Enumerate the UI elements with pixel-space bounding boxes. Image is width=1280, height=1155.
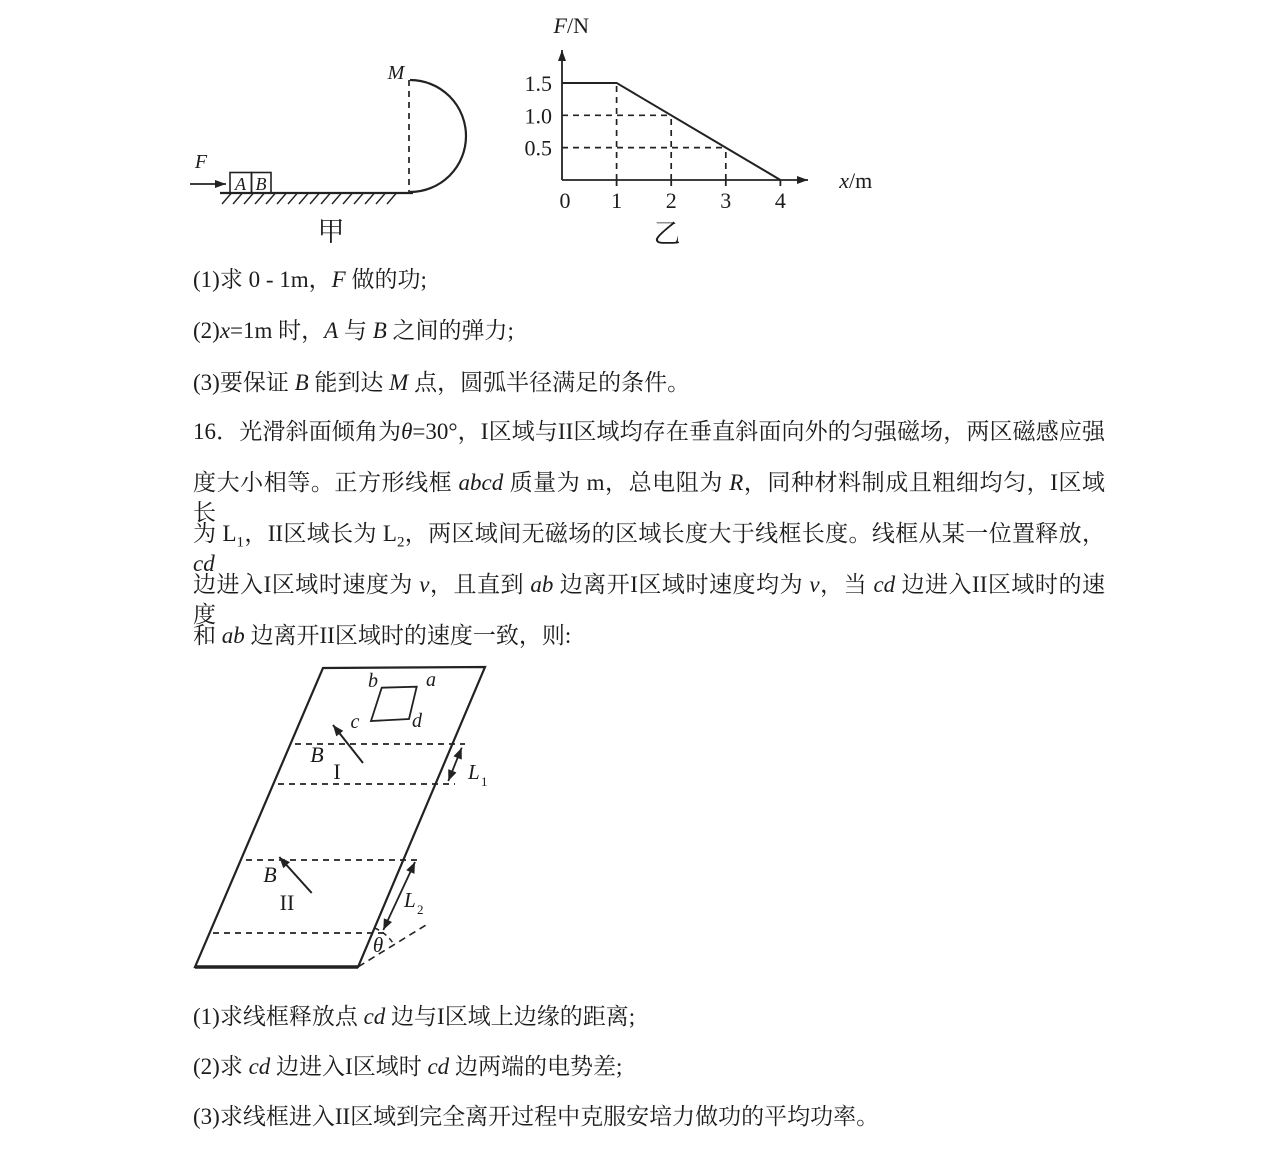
question-15-part-1 xyxy=(193,265,1105,295)
text-segment: (3)求线框进入II区域到完全离开过程中克服安培力做功的平均功率。 xyxy=(193,1104,880,1129)
x-axis-label-var: x xyxy=(839,168,849,193)
hatch-mark xyxy=(244,194,253,205)
hatch-mark xyxy=(365,194,374,205)
theta-label: θ xyxy=(372,933,384,957)
text-segment: cd xyxy=(193,551,215,576)
x-axis-label-unit: /m xyxy=(849,168,873,193)
hatch-mark xyxy=(299,194,308,205)
text-segment: cd xyxy=(248,1054,271,1079)
hatch-mark xyxy=(321,194,330,205)
hatch-mark xyxy=(288,194,297,205)
text-segment: (1)求 0 - 1m， xyxy=(193,267,332,292)
text-segment: 边进入I区域时速度为 xyxy=(193,572,420,597)
l1-label: L xyxy=(468,760,480,784)
figure-top xyxy=(150,0,910,255)
problem-16-line-1 xyxy=(193,417,1105,447)
b-field-2-label: B xyxy=(263,862,277,887)
text-segment: A xyxy=(324,318,339,343)
horizontal-reference-dashed-line xyxy=(358,925,426,967)
question-16-part-3 xyxy=(193,1102,1105,1132)
b-field-1-label: B xyxy=(310,742,324,767)
question-16-part-1 xyxy=(193,1002,1105,1032)
x-tick-label: 0 xyxy=(559,188,571,213)
region-2-label: II xyxy=(279,890,295,915)
l2-subscript: 2 xyxy=(417,902,424,917)
hatch-mark xyxy=(277,194,286,205)
hatch-mark xyxy=(354,194,363,205)
text-segment: B xyxy=(372,318,387,343)
figure-yi xyxy=(525,13,873,249)
text-segment: 边与I区域上边缘的距离; xyxy=(385,1004,636,1029)
text-segment: (1)求线框释放点 xyxy=(193,1004,364,1029)
hatch-mark xyxy=(387,194,396,205)
text-segment: 边离开I区域时速度均为 xyxy=(553,572,810,597)
x-tick-label: 4 xyxy=(774,188,786,213)
y-tick-label: 1.0 xyxy=(524,103,552,129)
text-segment: =1m 时， xyxy=(230,318,325,343)
text-segment: (2) xyxy=(193,318,220,343)
text-segment: 与 xyxy=(338,318,373,343)
point-m-label: M xyxy=(387,62,405,84)
loop-corner-c-label: c xyxy=(350,711,360,733)
text-segment: cd xyxy=(363,1004,386,1029)
text-segment: 16．光滑斜面倾角为 xyxy=(193,419,402,444)
figure-jia xyxy=(190,62,466,247)
text-segment: F xyxy=(331,267,346,292)
text-segment: 边两端的电势差; xyxy=(449,1054,623,1079)
text-segment: ，当 xyxy=(819,572,874,597)
loop-corner-d-label: d xyxy=(412,710,422,732)
x-tick-label: 3 xyxy=(720,188,732,213)
question-15-part-3 xyxy=(193,368,1105,398)
hatch-mark xyxy=(266,194,275,205)
question-16-part-2 xyxy=(193,1052,1105,1082)
text-segment: v xyxy=(809,572,820,597)
hatch-mark xyxy=(376,194,385,205)
hatch-mark xyxy=(255,194,264,205)
l1-extent-arrow xyxy=(448,748,461,781)
text-segment: ，且直到 xyxy=(429,572,531,597)
loop-corner-b-label: b xyxy=(368,670,378,692)
hatch-mark xyxy=(332,194,341,205)
hatch-mark xyxy=(310,194,319,205)
y-axis-label-unit: /N xyxy=(567,13,589,38)
text-segment: ，两区域间无磁场的区域长度大于线框长度。线框从某一位置释放， xyxy=(404,521,1105,546)
text-segment: ab xyxy=(221,623,245,648)
x-tick-label: 1 xyxy=(611,188,623,213)
y-axis-label-var: F xyxy=(553,13,567,38)
text-segment: (2)求 xyxy=(193,1054,249,1079)
text-segment: 能到达 xyxy=(308,370,390,395)
hatch-mark xyxy=(343,194,352,205)
text-segment: B xyxy=(294,370,309,395)
incline-surface xyxy=(195,667,485,967)
ground-hatching xyxy=(222,194,396,205)
figure-jia-caption: 甲 xyxy=(317,217,345,247)
loop-corner-a-label: a xyxy=(426,669,436,691)
text-segment: 为 L xyxy=(193,521,237,546)
text-segment: 点，圆弧半径满足的条件。 xyxy=(408,370,691,395)
text-segment: 2 xyxy=(396,534,405,551)
text-segment: 度大小相等。正方形线框 xyxy=(193,470,459,495)
text-segment: 和 xyxy=(193,623,222,648)
text-segment: ab xyxy=(530,572,554,597)
l2-label: L xyxy=(404,888,416,912)
hatch-mark xyxy=(233,194,242,205)
text-segment: 做的功; xyxy=(345,267,427,292)
text-segment: cd xyxy=(873,572,896,597)
y-tick-label: 0.5 xyxy=(524,135,552,161)
figure-incline xyxy=(150,645,550,995)
circular-loop-arc xyxy=(410,80,466,192)
text-segment: ，II区域长为 L xyxy=(244,521,397,546)
region-1-label: I xyxy=(333,759,341,784)
block-a-label: A xyxy=(235,174,246,194)
text-segment: =30°，I区域与II区域均存在垂直斜面向外的匀强磁场，两区磁感应强 xyxy=(412,419,1105,444)
x-tick-label: 2 xyxy=(665,188,677,213)
b-field-arrow-2 xyxy=(279,857,311,893)
text-segment: 1 xyxy=(236,534,245,551)
text-segment: 边进入II区域时的速度 xyxy=(193,572,1105,627)
text-segment: 边进入I区域时 xyxy=(270,1054,428,1079)
text-segment: θ xyxy=(401,419,413,444)
text-segment: 边离开II区域时的速度一致，则: xyxy=(244,623,572,648)
y-tick-label: 1.5 xyxy=(524,70,552,96)
force-label: F xyxy=(194,151,208,173)
text-segment: cd xyxy=(427,1054,450,1079)
question-15-part-2 xyxy=(193,316,1105,346)
hatch-mark xyxy=(222,194,231,205)
l1-subscript: 1 xyxy=(481,774,488,789)
text-segment: ，同种材料制成且粗细均匀，I区域长 xyxy=(193,470,1105,525)
text-segment: abcd xyxy=(458,470,504,495)
figure-yi-caption: 乙 xyxy=(653,219,681,249)
text-segment: x xyxy=(219,318,231,343)
text-segment: M xyxy=(389,370,409,395)
text-segment: 之间的弹力; xyxy=(386,318,514,343)
text-segment: 质量为 m，总电阻为 xyxy=(503,470,730,495)
text-segment: (3)要保证 xyxy=(193,370,295,395)
chart-plot-area xyxy=(525,71,786,213)
block-b-label: B xyxy=(255,174,267,194)
text-segment: R xyxy=(729,470,744,495)
text-segment: v xyxy=(419,572,430,597)
